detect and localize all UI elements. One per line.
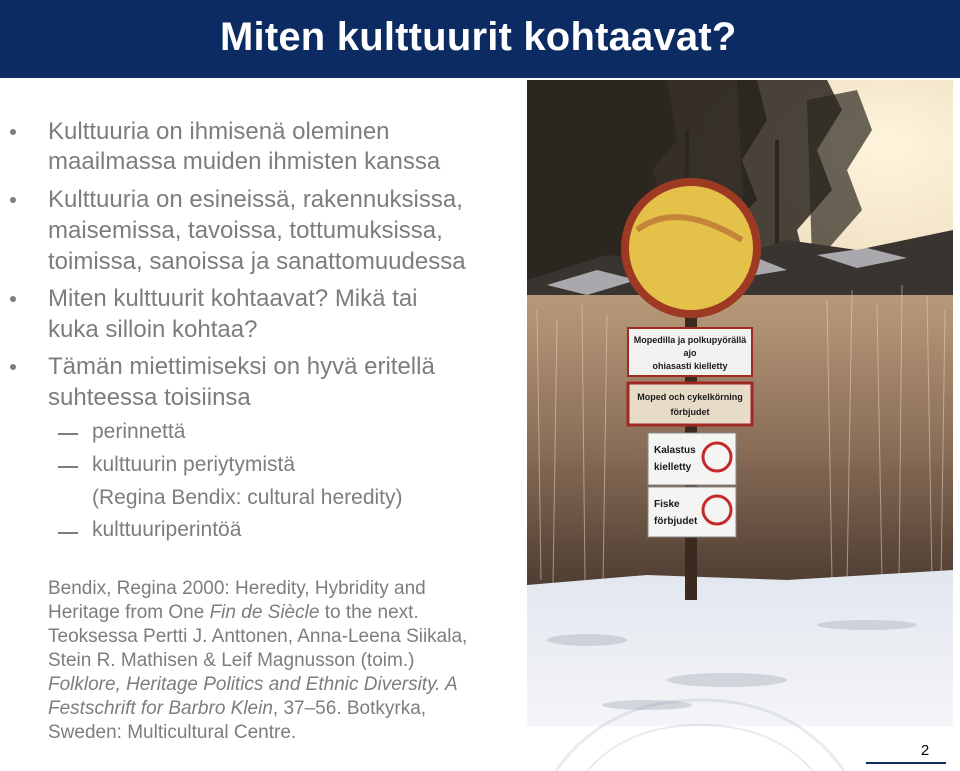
bullet-4-line-1: Tämän miettimiseksi on hyvä eritellä — [48, 353, 435, 380]
page-number: 2 — [920, 742, 930, 759]
dash-marker — [58, 433, 78, 435]
bullet-marker — [10, 364, 16, 370]
photo-road-signs — [527, 80, 953, 726]
slide-title: Miten kulttuurit kohtaavat? — [220, 15, 737, 59]
sign-2-line-1: Moped och cykelkörning — [637, 392, 743, 402]
page-number-underline — [866, 762, 946, 764]
reference-line-5: Folklore, Heritage Politics and Ethnic Diversity. A — [48, 674, 458, 695]
title-bar — [0, 0, 960, 78]
reference-line-2: Heritage from One Fin de Siècle to the next. — [48, 602, 419, 623]
bullet-marker — [10, 197, 16, 203]
subitem-bendix-note: (Regina Bendix: cultural heredity) — [92, 486, 403, 509]
bullet-2-line-1: Kulttuuria on esineissä, rakennuksissa, — [48, 186, 463, 213]
sign-1-line-3: ohiasasti kielletty — [652, 361, 728, 371]
sign-1-line-2: ajo — [683, 348, 697, 358]
subitem-perinnetta: perinnettä — [92, 420, 186, 443]
subitem-periytyminen: kulttuurin periytymistä — [92, 453, 296, 476]
sign-3-line-2: kielletty — [654, 462, 692, 473]
bullet-3-line-1: Miten kulttuurit kohtaavat? Mikä tai — [48, 285, 418, 312]
bullet-2-line-2: maisemissa, tavoissa, tottumuksissa, — [48, 217, 443, 244]
reference-line-3: Teoksessa Pertti J. Anttonen, Anna-Leena Siikala, — [48, 626, 468, 647]
bullet-4-line-2: suhteessa toisiinsa — [48, 384, 251, 411]
bullet-1-line-2: maailmassa muiden ihmisten kanssa — [48, 148, 441, 175]
reference-line-4: Stein R. Mathisen & Leif Magnusson (toim.) — [48, 650, 415, 671]
reference-line-7: Sweden: Multicultural Centre. — [48, 722, 297, 743]
sign-3-line-1: Kalastus — [654, 445, 696, 456]
subitem-kulttuuriperinto: kulttuuriperintöä — [92, 518, 242, 541]
bullet-1-line-1: Kulttuuria on ihmisenä oleminen — [48, 118, 390, 145]
bullet-2-line-3: toimissa, sanoissa ja sanattomuudessa — [48, 248, 466, 275]
watermark-logo-icon — [540, 690, 860, 771]
dash-marker — [58, 532, 78, 534]
bullet-marker — [10, 129, 16, 135]
bullet-marker — [10, 296, 16, 302]
dash-marker — [58, 466, 78, 468]
bullet-3-line-2: kuka silloin kohtaa? — [48, 316, 258, 343]
sign-2-line-2: förbjudet — [670, 407, 710, 417]
reference-line-6: Festschrift for Barbro Klein, 37–56. Botkyrka, — [48, 698, 427, 719]
sign-1-line-1: Mopedilla ja polkupyörällä — [633, 335, 747, 345]
sign-4-line-2: förbjudet — [654, 516, 698, 527]
sign-4-line-1: Fiske — [654, 499, 680, 510]
reference-line-1: Bendix, Regina 2000: Heredity, Hybridity and — [48, 578, 426, 599]
